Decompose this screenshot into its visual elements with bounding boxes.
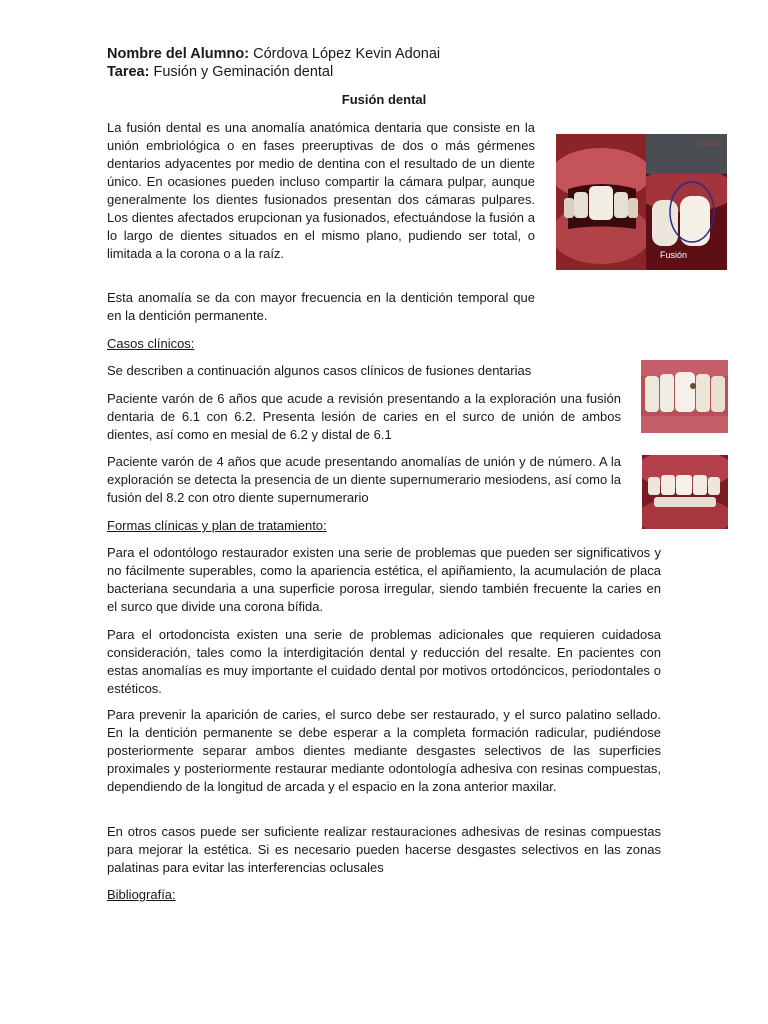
orthodontist-paragraph: Para el ortodoncista existen una serie de problemas adicionales que requieren cuidadosa consideración, tales como la interdigitación dental y reducción del resalte. En pacientes con estas anomalías es muy importante el cuidado dental por motivos ortodóncicos, periodontales o estéticos.	[107, 627, 661, 696]
fusion-figure-caption: Fusión	[660, 250, 688, 260]
case1-paragraph: Paciente varón de 6 años que acude a revisión presentando a la exploración una fusión dentaria de 6.1 con 6.2. Presenta lesión de caries en el surco de unión de ambos dientes, así como en mesial de 6.2 y distal de 6.1	[107, 391, 621, 442]
case2-paragraph: Paciente varón de 4 años que acude presentando anomalías de unión y de número. A la exploración se detecta la presencia de un diente supernumerario mesiodens, así como la fusión del 8.2 con otro diente supernumerario	[107, 454, 621, 505]
student-line	[107, 45, 440, 63]
other-cases-paragraph: En otros casos puede ser suficiente realizar restauraciones adhesivas de resinas compuestas para mejorar la estética. Si es necesario pueden hacerse desgastes selectivos en las zonas palatinas para evitar las interferencias oclusales	[107, 824, 661, 875]
forms-heading: Formas clínicas y plan de tratamiento:	[107, 518, 327, 533]
case1-photo	[641, 360, 728, 433]
frequency-paragraph: Esta anomalía se da con mayor frecuencia en la dentición temporal que en la dentición permanente.	[107, 290, 535, 323]
intro-paragraph: La fusión dental es una anomalía anatómica dentaria que consiste en la unión embriológica o en fases preeruptivas de dos o más gérmenes dentarios adyacentes por medio de dentina con el resultado de un diente único. En ocasiones pueden incluso compartir la cámara pulpar, aunque generalmente los dientes fusionados presentan dos cámaras pulpares. Los dientes afectados erupcionan ya fusionados, efectuándose la fusión a lo largo de dientes situados en el mismo plano, pudiendo ser total, o limitada a la corona o a la raíz.	[107, 120, 535, 261]
bibliography-heading: Bibliografía:	[107, 887, 176, 902]
task-label: Tarea:	[107, 64, 150, 80]
student-name: Córdova López Kevin Adonai	[249, 46, 441, 62]
fusion-mouth-photo	[556, 134, 646, 270]
restorer-paragraph: Para el odontólogo restaurador existen una serie de problemas que pueden ser significativos y no fácilmente superables, como la apariencia estética, el apiñamiento, la acumulación de placa bacteriana secundaria a una superficie porosa irregular, siendo también frecuente la caries en el surco que divide una corona bífida.	[107, 545, 661, 614]
page-title: Fusión dental	[341, 92, 427, 107]
fusion-figure	[556, 134, 727, 270]
fusion-figure-tag: FUSION	[696, 142, 719, 148]
document-header	[107, 45, 440, 81]
task-line	[107, 63, 440, 81]
case2-photo	[642, 455, 728, 529]
student-label: Nombre del Alumno:	[107, 46, 250, 62]
cases-heading: Casos clínicos:	[107, 336, 195, 351]
cases-intro-paragraph: Se describen a continuación algunos casos clínicos de fusiones dentarias	[107, 363, 532, 378]
prevention-paragraph: Para prevenir la aparición de caries, el surco debe ser restaurado, y el surco palatino sellado. En la dentición permanente se debe esperar a la completa formación radicular, pudiéndose posteriormente separar ambos dientes mediante desgastes selectivos de las superficies proximales y posteriormente restaurar mediante odontología adhesiva con resinas compuestas, dependiendo de la longitud de arcada y el espacio en la zona anterior maxilar.	[107, 707, 661, 794]
task-value: Fusión y Geminación dental	[149, 64, 334, 80]
